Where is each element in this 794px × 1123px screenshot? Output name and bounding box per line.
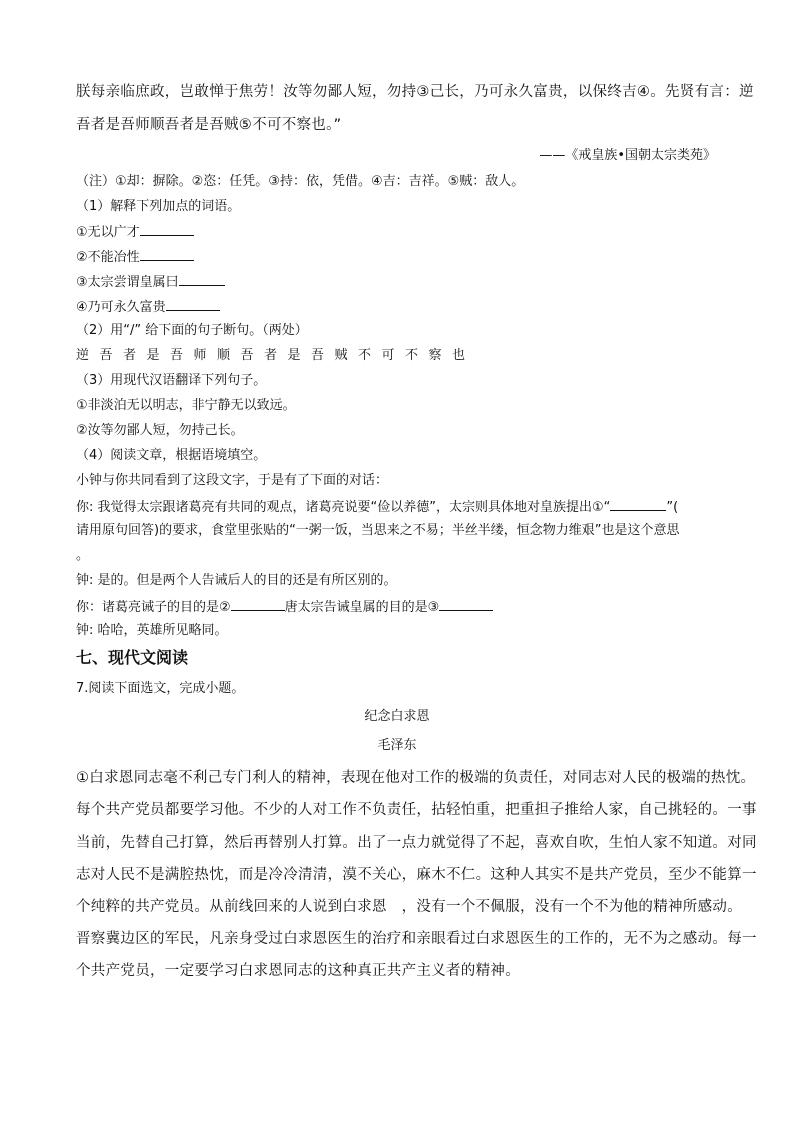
q1-item-4: ④乃可永久富贵 xyxy=(76,297,220,317)
article-line-1: ①白求恩同志毫不利己专门利人的精神，表现在他对工作的极端的负责任，对同志对人民的极端的热忱。 xyxy=(76,770,756,786)
answer-blank[interactable] xyxy=(166,297,220,311)
q1-item-3: ③太宗尝谓皇属曰 xyxy=(76,272,225,292)
q2-sentence: 逆吾者是吾师顺吾者是吾贼不可不察也 xyxy=(76,348,476,363)
article-title: 纪念白求恩 xyxy=(364,709,430,724)
answer-blank[interactable] xyxy=(231,597,285,611)
quote-line-2: 吾者是吾师顺吾者是吾贼⑤不可不察也。” xyxy=(76,117,342,133)
dialogue-line-3: 你：诸葛亮诫子的目的是② 唐太宗告诫皇属的目的是③ xyxy=(76,597,493,617)
q3-item-1: ①非淡泊无以明志，非宁静无以致远。 xyxy=(76,398,296,413)
answer-blank[interactable] xyxy=(179,272,225,286)
q1-title: （1）解释下列加点的词语。 xyxy=(76,199,241,214)
section-instruction: 7.阅读下面选文，完成小题。 xyxy=(76,681,245,696)
answer-blank[interactable] xyxy=(610,497,666,511)
q4-intro: 小钟与你共同看到了这段文字，于是有了下面的对话： xyxy=(76,473,389,488)
answer-blank[interactable] xyxy=(140,222,194,236)
article-line-2: 每个共产党员都要学习他。不少的人对工作不负责任，拈轻怕重，把重担子推给人家，自己挑轻的。一事 xyxy=(76,802,757,818)
dialogue-line-4: 钟: 哈哈，英雄所见略同。 xyxy=(76,623,228,638)
article-line-4: 志对人民不是满腔热忱，而是冷冷清清，漠不关心，麻木不仁。这种人其实不是共产党员，至少不能算一 xyxy=(76,867,757,883)
section-heading: 七、现代文阅读 xyxy=(76,648,189,667)
article-line-3: 当前，先替自己打算，然后再替别人打算。出了一点力就觉得了不起，喜欢自吹，生怕人家不知道。对同 xyxy=(76,835,757,851)
q4-title: （4）阅读文章，根据语境填空。 xyxy=(76,448,267,463)
answer-blank[interactable] xyxy=(439,597,493,611)
q2-title: （2）用“/” 给下面的句子断句。（两处） xyxy=(76,323,308,338)
article-author: 毛泽东 xyxy=(377,738,417,753)
q1-item-1: ①无以广才 xyxy=(76,222,194,242)
quote-line-1: 朕每亲临庶政，岂敢惮于焦劳！汝等勿鄙人短，勿持③己长，乃可永久富贵，以保终吉④。先贤有言：逆 xyxy=(76,84,754,100)
quote-source: ——《戒皇族•国朝太宗类苑》 xyxy=(539,148,716,163)
dialogue-line-1-end: 。 xyxy=(76,548,90,563)
notes: （注）①却：摒除。②恣：任凭。③持：依，凭借。④吉：吉祥。⑤贼：敌人。 xyxy=(76,174,525,189)
q3-title: （3）用现代汉语翻译下列句子。 xyxy=(76,373,267,388)
article-line-7: 个共产党员，一定要学习白求恩同志的这种真正共产主义者的精神。 xyxy=(76,963,520,979)
article-line-6: 晋察冀边区的军民，凡亲身受过白求恩医生的治疗和亲眼看过白求恩医生的工作的，无不为之感动。每一 xyxy=(76,931,757,947)
answer-blank[interactable] xyxy=(140,247,194,261)
article-line-5: 个纯粹的共产党员。从前线回来的人说到白求恩 ，没有一个不佩服，没有一个不为他的精神所感动。 xyxy=(76,899,742,915)
q3-item-2: ②汝等勿鄙人短，勿持己长。 xyxy=(76,423,244,438)
q1-item-2: ②不能冶性 xyxy=(76,247,194,267)
dialogue-line-1: 你: 我觉得太宗跟诸葛亮有共同的观点，诸葛亮说要“俭以养德”，太宗则具体地对皇族提出①“ ”( xyxy=(76,497,678,517)
dialogue-line-1-cont: 请用原句回答)的要求，食堂里张贴的“一粥一饭，当思来之不易；半丝半缕，恒念物力维艰”也是这个意思 xyxy=(76,523,680,538)
dialogue-line-2: 钟: 是的。但是两个人告诫后人的目的还是有所区别的。 xyxy=(76,573,397,588)
